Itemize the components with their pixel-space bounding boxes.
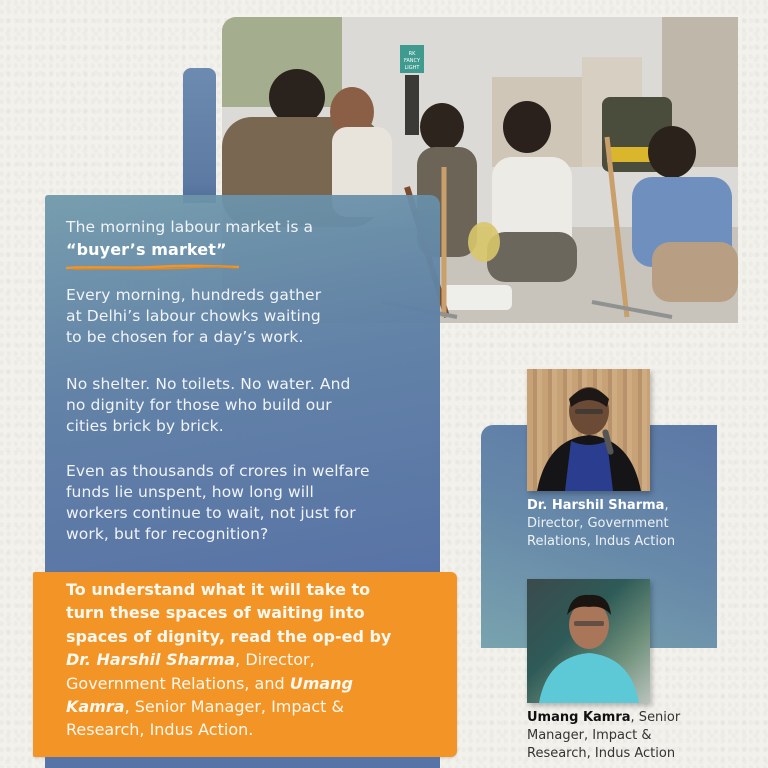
portrait-umang-kamra bbox=[527, 579, 650, 703]
author-2-role: , Senior Manager, Impact & bbox=[124, 697, 344, 717]
text-line: cities brick by brick. bbox=[66, 417, 224, 435]
caption-umang-kamra bbox=[527, 709, 727, 763]
author-2-last-name: Kamra bbox=[66, 697, 125, 717]
orange-scribble-underline bbox=[65, 263, 240, 271]
decorative-bottom-strip bbox=[45, 757, 440, 768]
paragraph-no-shelter bbox=[66, 374, 350, 437]
person-role: Manager, Impact & bbox=[527, 728, 652, 743]
cta-text bbox=[66, 578, 446, 742]
cta-line bbox=[66, 695, 446, 718]
paragraph-gathering bbox=[66, 285, 321, 348]
svg-text:LIGHT: LIGHT bbox=[404, 65, 420, 71]
street-sign-text: RK bbox=[408, 51, 416, 57]
cta-line bbox=[66, 672, 446, 695]
person-role: Director, Government bbox=[527, 516, 669, 531]
text-line: workers continue to wait, not just for bbox=[66, 504, 356, 522]
author-2-first-name: Umang bbox=[289, 673, 354, 693]
text-line: No shelter. No toilets. No water. And bbox=[66, 375, 351, 393]
person-name: Dr. Harshil Sharma bbox=[527, 498, 665, 513]
text-line: Even as thousands of crores in welfare bbox=[66, 462, 370, 480]
caption-harshil-sharma bbox=[527, 497, 727, 551]
name-suffix: , Senior bbox=[630, 710, 681, 725]
decorative-tab bbox=[183, 68, 216, 203]
paragraph-welfare-funds bbox=[66, 461, 370, 545]
cta-box bbox=[33, 572, 457, 757]
main-text-card bbox=[45, 195, 440, 575]
cta-line: spaces of dignity, read the op-ed by bbox=[66, 626, 392, 646]
caption-line bbox=[527, 709, 727, 727]
name-suffix: , bbox=[664, 498, 669, 513]
portrait-harshil-sharma bbox=[527, 369, 650, 491]
author-1-role: , Director, bbox=[235, 650, 315, 670]
text-line: no dignity for those who build our bbox=[66, 396, 332, 414]
cta-line: turn these spaces of waiting into bbox=[66, 603, 365, 623]
caption-line bbox=[527, 497, 727, 515]
person-name: Umang Kamra bbox=[527, 710, 631, 725]
cta-line: To understand what it will take to bbox=[66, 580, 371, 599]
text-line: Every morning, hundreds gather bbox=[66, 286, 322, 304]
author-1-name: Dr. Harshil Sharma bbox=[66, 650, 236, 670]
intro-line: The morning labour market is a bbox=[66, 218, 314, 236]
svg-text:FANCY: FANCY bbox=[403, 58, 421, 64]
text-line: to be chosen for a day’s work. bbox=[66, 328, 304, 346]
person-role: Research, Indus Action bbox=[527, 746, 676, 761]
text-line: funds lie unspent, how long will bbox=[66, 483, 314, 501]
cta-line: Research, Indus Action. bbox=[66, 720, 254, 740]
text-line: at Delhi’s labour chowks waiting bbox=[66, 307, 321, 325]
cta-line bbox=[66, 648, 446, 671]
headline-buyers-market: “buyer’s market” bbox=[66, 240, 227, 259]
cta-text-segment: Government Relations, and bbox=[66, 673, 290, 693]
person-role: Relations, Indus Action bbox=[527, 534, 676, 549]
text-line: work, but for recognition? bbox=[66, 525, 269, 543]
